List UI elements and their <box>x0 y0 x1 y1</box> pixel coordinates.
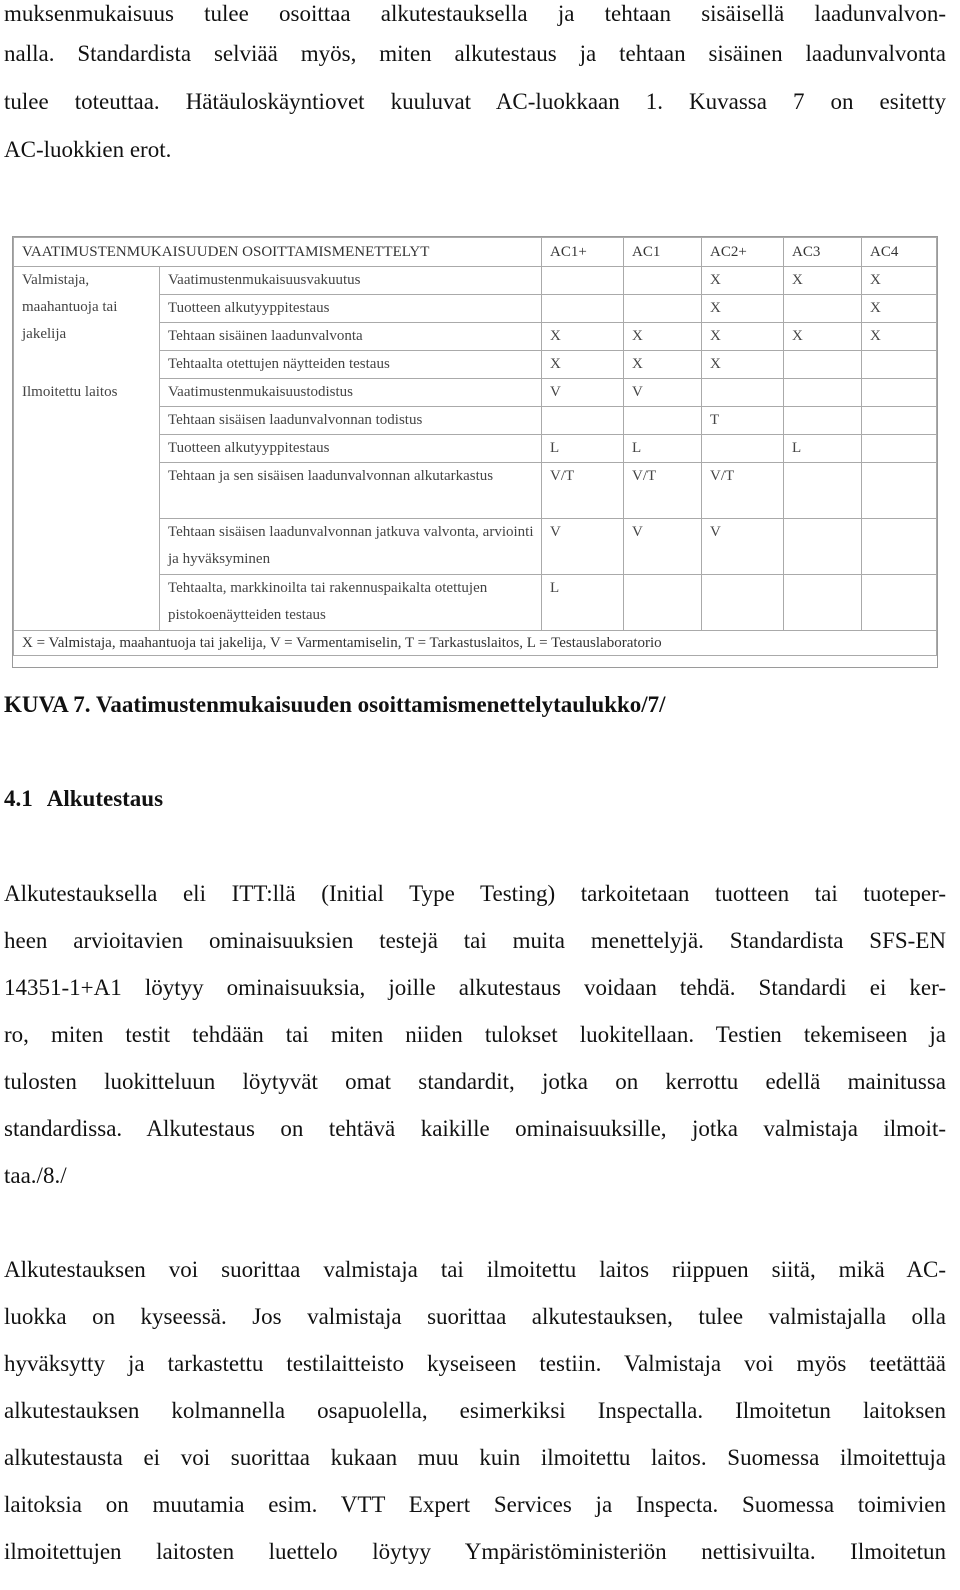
table-cell-value: V/T <box>624 463 702 519</box>
table-cell-value <box>702 379 784 407</box>
table-cell-value <box>624 407 702 435</box>
table-cell-value: V <box>542 519 624 575</box>
paragraph-line: ilmoitettujen laitosten luettelo löytyy Ympäristöministeriön nettisivuilta. Ilmoitetun <box>4 1539 946 1564</box>
table-cell-value <box>702 575 784 631</box>
table-item-label: Vaatimustenmukaisuustodistus <box>160 379 542 407</box>
table-item-label: Tehtaan sisäisen laadunvalvonnan jatkuva valvonta, arviointi ja hyväksyminen <box>160 519 542 575</box>
table-cell-value <box>702 435 784 463</box>
table-header-row <box>14 238 937 267</box>
table-cell-value: V <box>624 379 702 407</box>
paragraph-line: ro, miten testit tehdään tai miten niiden tulokset luokitellaan. Testien tekemiseen ja <box>4 1022 946 1047</box>
table-item-label: Tuotteen alkutyyppitestaus <box>160 295 542 323</box>
intro-line: tulee toteuttaa. Hätäuloskäyntiovet kuuluvat AC-luokkaan 1. Kuvassa 7 on esitetty <box>4 89 946 114</box>
conformity-table-figure <box>12 236 938 668</box>
table-item-label: Tehtaalta, markkinoilta tai rakennuspaikalta otettujen pistokoenäytteiden testaus <box>160 575 542 631</box>
table-cell-value: X <box>702 351 784 379</box>
table-row <box>14 379 937 407</box>
table-cell-value <box>784 575 862 631</box>
table-cell-value <box>862 379 937 407</box>
table-header-class: AC4 <box>862 238 937 267</box>
paragraph-line: Alkutestauksella eli ITT:llä (Initial Type Testing) tarkoitetaan tuotteen tai tuoteper- <box>4 881 946 906</box>
table-cell-value <box>784 463 862 519</box>
table-header-title: VAATIMUSTENMUKAISUUDEN OSOITTAMISMENETTELYT <box>14 238 542 267</box>
table-header-class: AC2+ <box>702 238 784 267</box>
table-legend: X = Valmistaja, maahantuoja tai jakelija, V = Varmentamiselin, T = Tarkastuslaitos, L = Testauslaboratorio <box>14 631 937 656</box>
paragraph-line: hyväksytty ja tarkastettu testilaitteisto kyseiseen testiin. Valmistaja voi myös teetättää <box>4 1351 946 1376</box>
paragraph-line: tulosten luokitteluun löytyvät omat standardit, jotka on kerrottu edellä mainitussa <box>4 1069 946 1094</box>
table-cell-value <box>624 295 702 323</box>
table-cell-value <box>624 267 702 295</box>
table-row <box>14 267 937 295</box>
intro-line: nalla. Standardista selviää myös, miten alkutestaus ja tehtaan sisäinen laadunvalvonta <box>4 41 946 66</box>
table-cell-value: X <box>624 351 702 379</box>
table-cell-value: X <box>702 323 784 351</box>
section-title: Alkutestaus <box>46 786 164 811</box>
table-cell-value <box>542 407 624 435</box>
table-item-label: Tehtaan ja sen sisäisen laadunvalvonnan alkutarkastus <box>160 463 542 519</box>
table-cell-value <box>784 351 862 379</box>
table-cell-value: L <box>784 435 862 463</box>
table-cell-value: V/T <box>542 463 624 519</box>
table-cell-value <box>784 519 862 575</box>
paragraph-line: alkutestauksen kolmannella osapuolella, esimerkiksi Inspectalla. Ilmoitetun laitoksen <box>4 1398 946 1423</box>
paragraph-line: standardissa. Alkutestaus on tehtävä kaikille ominaisuuksille, jotka valmistaja ilmoit- <box>4 1116 946 1141</box>
paragraph-line: alkutestausta ei voi suorittaa kukaan muu kuin ilmoitettu laitos. Suomessa ilmoitettuja <box>4 1445 946 1470</box>
group-label-notified-body: Ilmoitettu laitos <box>14 379 160 631</box>
figure-caption: KUVA 7. Vaatimustenmukaisuuden osoittamismenettelytaulukko/7/ <box>4 692 666 717</box>
conformity-table <box>13 237 937 656</box>
table-cell-value <box>542 267 624 295</box>
group-label-manufacturer: Valmistaja, maahantuoja tai jakelija <box>14 267 160 379</box>
table-cell-value: L <box>624 435 702 463</box>
section-number: 4.1 <box>4 786 33 811</box>
table-cell-value <box>784 407 862 435</box>
table-cell-value <box>862 575 937 631</box>
table-cell-value: X <box>702 295 784 323</box>
table-cell-value <box>862 435 937 463</box>
table-cell-value: X <box>784 267 862 295</box>
table-cell-value: X <box>862 323 937 351</box>
paragraph-line: laitoksia on muutamia esim. VTT Expert Services ja Inspecta. Suomessa toimivien <box>4 1492 946 1517</box>
intro-line: AC-luokkien erot. <box>4 137 172 162</box>
table-cell-value <box>784 295 862 323</box>
table-cell-value: X <box>784 323 862 351</box>
table-cell-value: V/T <box>702 463 784 519</box>
table-item-label: Tehtaan sisäinen laadunvalvonta <box>160 323 542 351</box>
table-item-label: Tuotteen alkutyyppitestaus <box>160 435 542 463</box>
paragraph-line: Alkutestauksen voi suorittaa valmistaja tai ilmoitettu laitos riippuen siitä, mikä AC- <box>4 1257 946 1282</box>
table-cell-value: L <box>542 575 624 631</box>
table-cell-value: X <box>862 267 937 295</box>
table-header-class: AC3 <box>784 238 862 267</box>
table-cell-value: X <box>542 323 624 351</box>
table-cell-value <box>862 463 937 519</box>
table-cell-value <box>624 575 702 631</box>
table-cell-value: X <box>624 323 702 351</box>
paragraph-line: 14351-1+A1 löytyy ominaisuuksia, joille alkutestaus voidaan tehdä. Standardi ei ker- <box>4 975 946 1000</box>
table-cell-value <box>784 379 862 407</box>
table-cell-value <box>862 407 937 435</box>
table-cell-value <box>862 519 937 575</box>
table-item-label: Tehtaalta otettujen näytteiden testaus <box>160 351 542 379</box>
table-cell-value <box>542 295 624 323</box>
table-cell-value: X <box>542 351 624 379</box>
table-item-label: Vaatimustenmukaisuusvakuutus <box>160 267 542 295</box>
paragraph-line: heen arvioitavien ominaisuuksien testejä tai muita menettelyjä. Standardista SFS-EN <box>4 928 946 953</box>
paragraph-line: taa./8./ <box>4 1163 67 1188</box>
section-heading <box>4 786 163 812</box>
table-cell-value: T <box>702 407 784 435</box>
table-cell-value: V <box>542 379 624 407</box>
table-cell-value <box>862 351 937 379</box>
intro-line: muksenmukaisuus tulee osoittaa alkutestauksella ja tehtaan sisäisellä laadunvalvon- <box>4 1 946 26</box>
table-cell-value: V <box>624 519 702 575</box>
table-legend-row <box>14 631 937 656</box>
table-cell-value: X <box>702 267 784 295</box>
table-cell-value: V <box>702 519 784 575</box>
table-header-class: AC1 <box>624 238 702 267</box>
table-header-class: AC1+ <box>542 238 624 267</box>
paragraph-line: luokka on kyseessä. Jos valmistaja suorittaa alkutestauksen, tulee valmistajalla olla <box>4 1304 946 1329</box>
table-item-label: Tehtaan sisäisen laadunvalvonnan todistus <box>160 407 542 435</box>
table-cell-value: L <box>542 435 624 463</box>
table-cell-value: X <box>862 295 937 323</box>
